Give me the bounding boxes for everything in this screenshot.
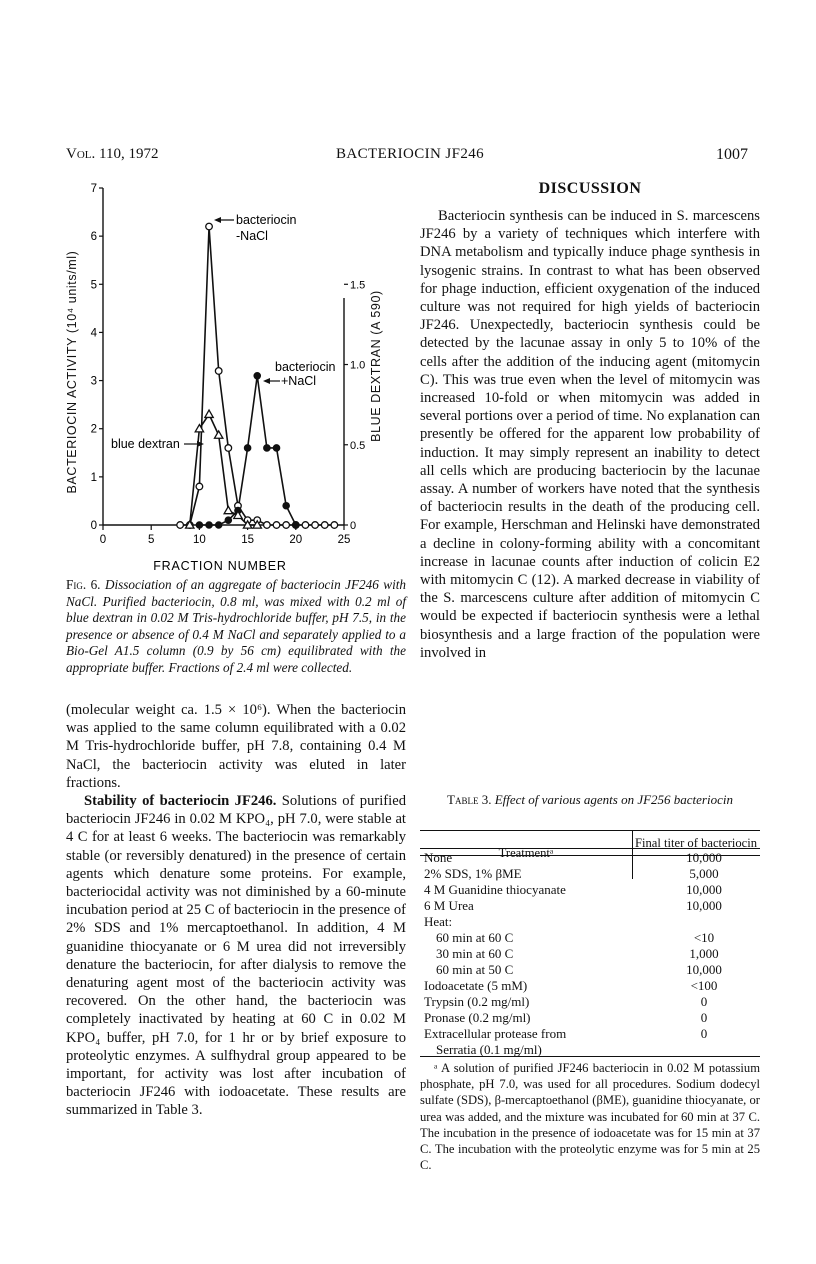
y-axis-left-label: BACTERIOCIN ACTIVITY (10⁴ units/ml) bbox=[65, 250, 79, 494]
data-point-open bbox=[273, 522, 280, 529]
data-point-open bbox=[264, 522, 271, 529]
table-cell-titer: 10,000 bbox=[686, 850, 722, 865]
y-left-tick-label: 5 bbox=[90, 279, 97, 292]
data-point-triangle bbox=[214, 431, 222, 438]
data-point-open bbox=[331, 522, 338, 529]
table-cell-treatment: 4 M Guanidine thiocyanate bbox=[424, 882, 566, 897]
table-cell-treatment: Extracellular protease from bbox=[424, 1026, 567, 1041]
annotation-blue-dextran: blue dextran bbox=[111, 437, 180, 451]
table-cell-titer: 10,000 bbox=[686, 882, 722, 897]
discussion-heading: DISCUSSION bbox=[538, 180, 642, 197]
y-axis-right-label: BLUE DEXTRAN (A 590) bbox=[369, 290, 383, 442]
table-cell-treatment: 60 min at 60 C bbox=[436, 930, 514, 945]
table-cell-treatment: Iodoacetate (5 mM) bbox=[424, 978, 528, 993]
paragraph-stability bbox=[66, 792, 406, 1120]
annotation-arrowhead bbox=[263, 378, 270, 384]
figure-caption-label: Fig. 6. bbox=[66, 577, 101, 592]
data-point-triangle bbox=[224, 506, 232, 513]
x-tick-label: 5 bbox=[147, 534, 155, 546]
table-cell-treatment: Pronase (0.2 mg/ml) bbox=[424, 1010, 531, 1025]
table-3-rule-bottom bbox=[420, 1056, 760, 1057]
data-point-open bbox=[321, 522, 328, 529]
data-point-open bbox=[283, 522, 290, 529]
table-3-col-titer: Final titer of bacteriocin bbox=[634, 836, 758, 850]
data-point-open bbox=[312, 522, 319, 529]
table-row bbox=[420, 962, 760, 978]
data-point-filled bbox=[244, 445, 251, 452]
table-cell-titer: 5,000 bbox=[689, 866, 719, 881]
running-header-volume: Vol. 110, 1972 bbox=[66, 146, 159, 162]
annotation-minus-nacl: -NaCl bbox=[236, 229, 268, 243]
y-left-tick-label: 3 bbox=[90, 375, 97, 388]
data-point-open bbox=[225, 445, 232, 452]
data-point-open bbox=[196, 483, 203, 490]
y-right-tick-label: 0 bbox=[350, 520, 357, 532]
running-header-title: BACTERIOCIN JF246 bbox=[336, 146, 485, 162]
data-point-filled bbox=[225, 517, 232, 524]
table-cell-titer: 1,000 bbox=[689, 946, 719, 961]
data-point-open bbox=[177, 522, 184, 529]
y-right-tick-label: 1.5 bbox=[350, 279, 366, 292]
table-cell-treatment: None bbox=[424, 850, 453, 865]
page-number: 1007 bbox=[716, 146, 748, 163]
table-3-body bbox=[420, 850, 760, 1058]
table-cell-titer: <10 bbox=[693, 930, 715, 945]
data-point-open bbox=[206, 223, 213, 230]
data-point-open bbox=[302, 522, 309, 529]
table-cell-treatment: Serratia (0.1 mg/ml) bbox=[436, 1042, 542, 1057]
table-3-label: Table 3. bbox=[447, 792, 492, 807]
table-row bbox=[420, 978, 760, 994]
table-row bbox=[420, 850, 760, 866]
table-cell-treatment: 6 M Urea bbox=[424, 898, 474, 913]
x-tick-label: 20 bbox=[289, 534, 303, 546]
annotation-bacteriocin-minus: bacteriocin bbox=[236, 213, 297, 227]
x-axis-label: FRACTION NUMBER bbox=[153, 559, 287, 573]
y-right-tick-label: 0.5 bbox=[350, 439, 366, 452]
data-point-open bbox=[215, 368, 222, 375]
y-right-tick-label: 1.0 bbox=[350, 359, 366, 372]
data-point-filled bbox=[254, 372, 261, 379]
table-3-title: Effect of various agents on JF256 bacteriocin bbox=[494, 792, 733, 807]
table-cell-titer: 0 bbox=[700, 1026, 708, 1041]
chart-figure-6 bbox=[60, 170, 400, 590]
table-3-footnote: ᵃ A solution of purified JF246 bacteriocin in 0.02 M potassium phosphate, pH 7.0, was used for all procedures. Sodium dodecyl sulfate (SDS), β-mercaptoethanol (βME), guanidine thiocyanate, or urea was added, and the mixture was incubated for 60 min at 37 C. The incubation in the presence of iodoacetate was for 15 min at 37 C. The incubation with the proteolytic enzyme was for 5 min at 25 C. bbox=[420, 1061, 760, 1173]
table-row bbox=[420, 994, 760, 1010]
table-cell-titer: 10,000 bbox=[686, 898, 722, 913]
table-row bbox=[420, 882, 760, 898]
data-point-filled bbox=[264, 445, 271, 452]
data-point-filled bbox=[283, 502, 290, 509]
table-cell-treatment: Trypsin (0.2 mg/ml) bbox=[424, 994, 530, 1009]
chart-annotations bbox=[111, 213, 335, 451]
paragraph-molecular-weight: (molecular weight ca. 1.5 × 10⁶). When the bacteriocin was applied to the same column equilibrated with a 0.02 M Tris-hydrochloride buffer, pH 7.8, containing 0.4 M NaCl, the bacteriocin activity was eluted in later fractions. bbox=[66, 702, 406, 791]
table-cell-treatment: 30 min at 60 C bbox=[436, 946, 514, 961]
figure-caption bbox=[66, 577, 406, 677]
annotation-bacteriocin-plus: bacteriocin bbox=[275, 360, 336, 374]
data-point-filled bbox=[273, 445, 280, 452]
table-row bbox=[420, 1026, 760, 1042]
table-cell-titer: 10,000 bbox=[686, 962, 722, 977]
table-cell-titer bbox=[648, 914, 760, 930]
right-column-body bbox=[420, 207, 760, 662]
figure-caption-text: Dissociation of an aggregate of bacteriocin JF246 with NaCl. Purified bacteriocin, 0.8 ml, was mixed with 0.2 ml of blue dextran in 0.02 M Tris-hydrochloride buffer, pH 7.5, in the presence or absence of 0.4 M NaCl and separately applied to a Bio-Gel A1.5 column (0.9 by 56 cm) equilibrated with the appropriate buffer. Fractions of 2.4 ml were collected. bbox=[66, 577, 406, 675]
table-3-col-treatment: Treatmentᵃ bbox=[498, 846, 554, 860]
x-tick-label: 15 bbox=[241, 534, 254, 546]
table-3 bbox=[420, 850, 760, 1058]
data-point-filled bbox=[196, 522, 203, 529]
y-left-tick-label: 0 bbox=[90, 520, 97, 532]
table-cell-titer: <100 bbox=[690, 978, 718, 993]
stability-body: Solutions of purified bacteriocin JF246 in 0.02 M KPO₄, pH 7.0, were stable at 4 C for at least 6 weeks. The bacteriocin was remarkably stable (or reversibly denatured) in the presence of certain agents which denature some proteins. For example, bacteriocidal activity was not diminished by a 60-minute incubation period at 25 C of bacteriocin in the presence of 2% SDS and 1% mercaptoethanol. In addition, 4 M guanidine thiocyanate or 6 M urea did not irreversibly denature the bacteriocin, for after dialysis to remove the denaturing agent most of the bacteriocin activity was recovered. On the other hand, the bacteriocin was completely inactivated by heating at 60 C in 0.02 M KPO₄ buffer, pH 7.0, for 1 hr or by brief exposure to proteolytic enzymes. A sulfhydral group appeared to be important, for activity was lost after incubation of bacteriocin JF246 with iodoacetate. These results are summarized in Table 3. bbox=[66, 793, 406, 1119]
table-row bbox=[420, 1010, 760, 1026]
y-left-tick-label: 2 bbox=[90, 423, 97, 436]
table-3-rule-header bbox=[420, 848, 760, 849]
annotation-arrowhead bbox=[214, 217, 221, 223]
x-tick-label: 25 bbox=[337, 534, 351, 546]
y-left-tick-label: 6 bbox=[90, 231, 97, 244]
table-cell-treatment: 60 min at 50 C bbox=[436, 962, 514, 977]
data-point-filled bbox=[293, 522, 300, 529]
data-point-filled bbox=[206, 522, 213, 529]
data-point-triangle bbox=[205, 410, 213, 417]
discussion-paragraph: Bacteriocin synthesis can be induced in S. marcescens JF246 by a variety of techniques which interfere with DNA metabolism and typically induce phage synthesis in lysogenic strains. In contrast to what has been observed for phage induction, efficient oxygenation of the induced culture was not required for high yields of bacteriocin JF246. Unexpectedly, bacteriocin synthesis could be detected by the lacunae assay in only 5 to 10% of the cells after the addition of the inducing agent (mitomycin C). This was true even when the level of mitomycin was increased 10-fold or when mitomycin was added in several portions over a period of time. No explanation can presently be offered for the apparent low probability of induction. It may simply represent an inability to detect all cells which are producing bacteriocin by the lacunae assay. A number of workers have noted that the synthesis of bacteriocin results in the death of the producing cell. For example, Herschman and Helinski have demonstrated a decline in colony-forming ability with a concomitant increase in lacunae counts after induction of colicin E2 with mitomycin C (12). A marked decrease in viability of the S. marcescens culture after addition of mitomycin C would be expected if bacteriocin synthesis were a lethal biosynthesis and a large fraction of the population were involved in bbox=[420, 208, 760, 661]
table-cell-treatment: 2% SDS, 1% βME bbox=[424, 866, 522, 881]
table-row bbox=[420, 866, 760, 882]
table-cell-titer: 0 bbox=[700, 1010, 708, 1025]
left-column-body bbox=[66, 701, 406, 1120]
table-row bbox=[420, 898, 760, 914]
y-left-tick-label: 1 bbox=[90, 471, 97, 484]
table-row bbox=[420, 930, 760, 946]
table-cell-titer: 0 bbox=[700, 994, 708, 1009]
x-tick-label: 0 bbox=[99, 534, 107, 546]
annotation-plus-nacl: +NaCl bbox=[281, 374, 317, 388]
table-cell-treatment: Heat: bbox=[424, 914, 453, 929]
y-left-tick-label: 4 bbox=[90, 327, 97, 340]
stability-heading: Stability of bacteriocin JF246. bbox=[84, 793, 277, 810]
table-3-caption bbox=[420, 792, 760, 808]
table-row bbox=[420, 946, 760, 962]
data-point-filled bbox=[215, 522, 222, 529]
x-tick-label: 10 bbox=[193, 534, 206, 546]
table-row bbox=[420, 914, 760, 930]
y-left-tick-label: 7 bbox=[90, 183, 97, 195]
